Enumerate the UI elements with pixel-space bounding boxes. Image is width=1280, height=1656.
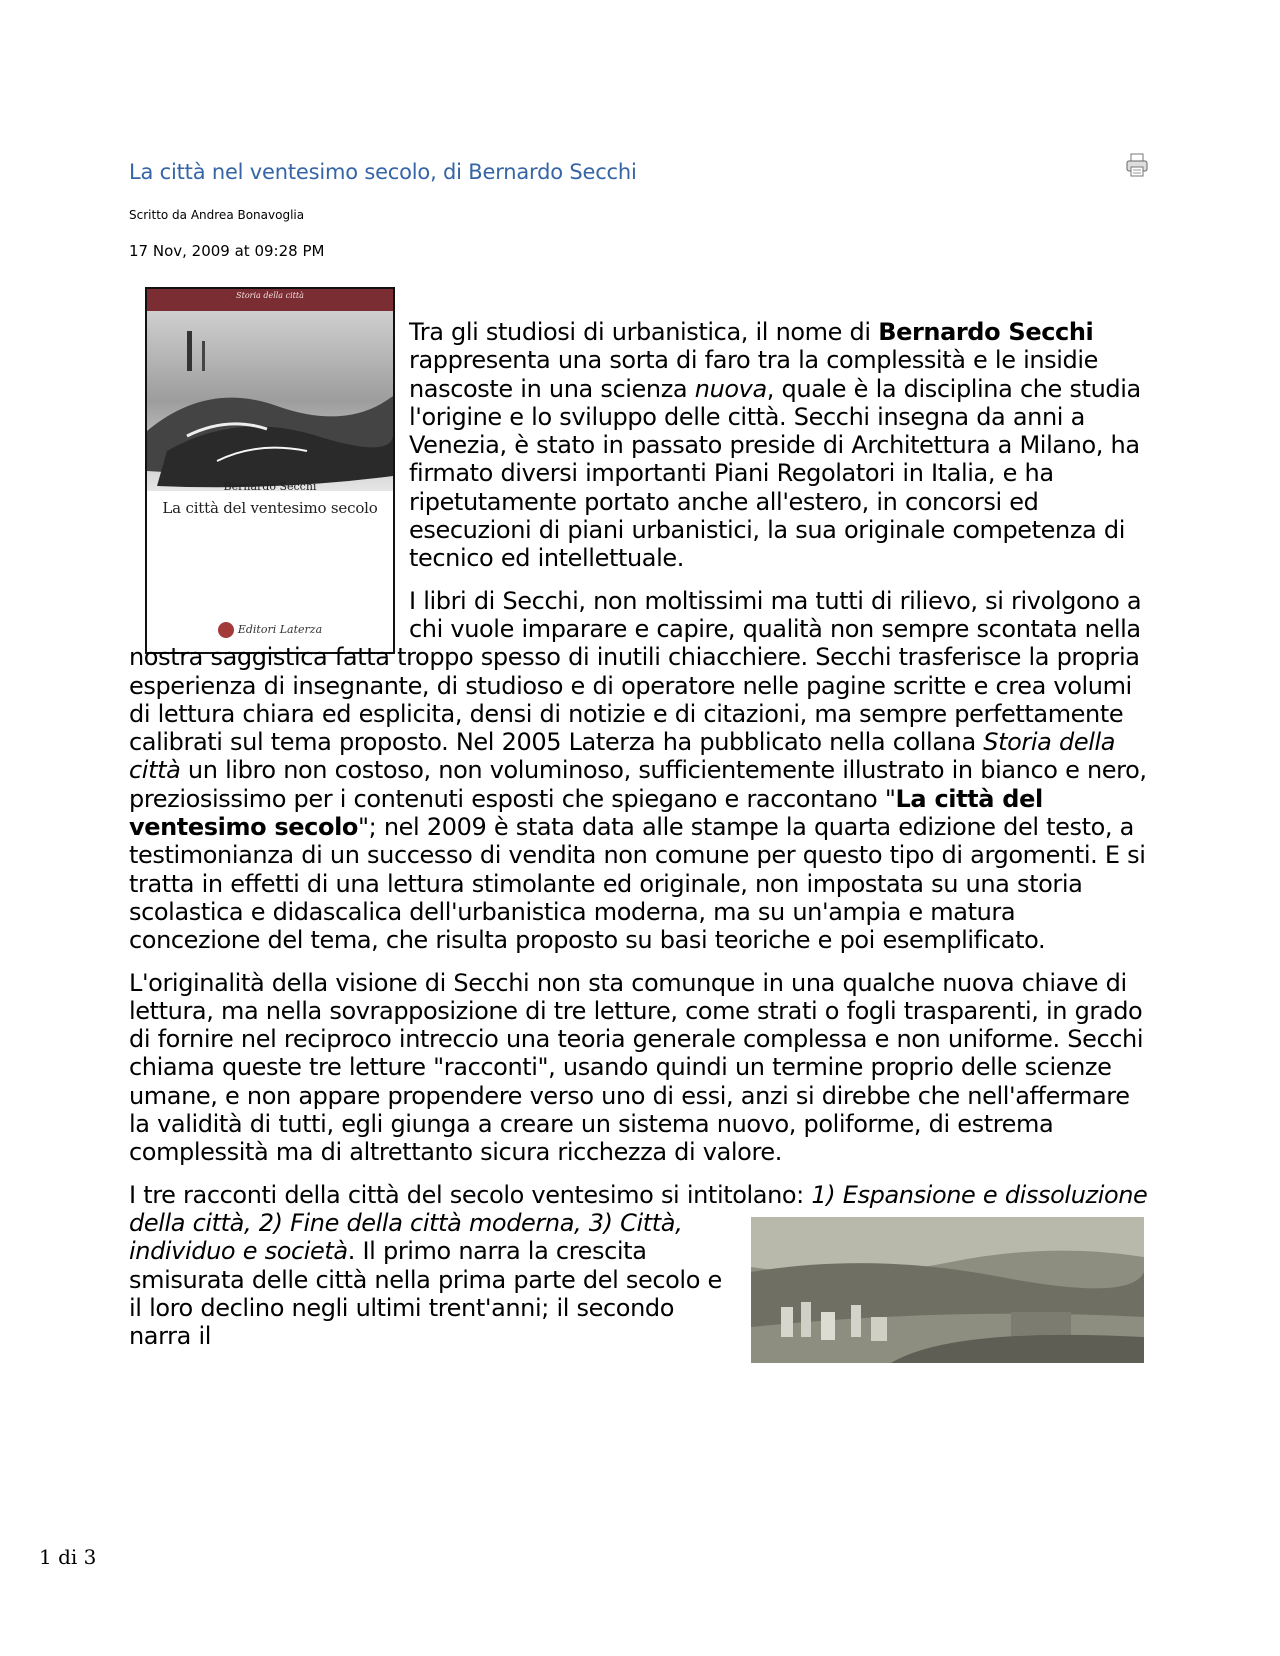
- city-aerial-photo: [751, 1217, 1144, 1363]
- paragraph-2: I libri di Secchi, non moltissimi ma tutti di rilievo, si rivolgono a chi vuole imparare e capire, qualità non sempre scontata nella nostra saggistica fatta troppo spesso di inutili chiacchiere. Secchi trasferisce la propria esperienza di insegnante, di studioso e di operatore nelle pagine scritte e crea volumi di lettura chiara ed esplicita, densi di notizie e di citazioni, ma sempre perfettamente calibrati sul tema proposto. Nel 2005 Laterza ha pubblicato nella collana Storia della città un libro non costoso, non voluminoso, sufficientemente illustrato in bianco e nero, preziosissimo per i contenuti esposti che spiegano e raccontano "La città del ventesimo secolo"; nel 2009 è stata data alle stampe la quarta edizione del testo, a testimonianza di un successo di vendita non comune per questo tipo di argomenti. E si tratta in effetti di una lettura stimolante ed originale, non impostata su una storia scolastica e didascalica dell'urbanistica moderna, ma su un'ampia e matura concezione del tema, che risulta proposto su basi teoriche e poi esemplificato.: [129, 586, 1147, 955]
- paragraph-4: I tre racconti della città del secolo ventesimo si intitolano: 1) Espansione e dissoluzione della città, 2) Fine della città moderna, 3) Città, individuo e società. Il primo narra la crescita smisurata delle città nella prima parte del secolo e il loro declino negli ultimi trent'anni; il secondo narra il: [129, 1181, 1149, 1351]
- article-title[interactable]: La città nel ventesimo secolo, di Bernardo Secchi: [129, 160, 637, 184]
- article-date: 17 Nov, 2009 at 09:28 PM: [129, 242, 325, 260]
- article-body: [129, 318, 1149, 1364]
- cover-title: La città del ventesimo secolo: [162, 499, 378, 517]
- page-number: 1 di 3: [39, 1545, 97, 1569]
- article-author: Scritto da Andrea Bonavoglia: [129, 208, 305, 222]
- print-icon[interactable]: [1125, 152, 1151, 178]
- cover-publisher-label: Editori Laterza: [237, 623, 323, 636]
- paragraph-1: Tra gli studiosi di urbanistica, il nome di Bernardo Secchi rappresenta una sorta di faro tra la complessità e le insidie nascoste in una scienza nuova, quale è la disciplina che studia l'origine e lo sviluppo delle città. Secchi insegna da anni a Venezia, è stato in passato preside di Architettura a Milano, ha firmato diversi importanti Piani Regolatori in Italia, e ha ripetutamente portato anche all'estero, in concorsi ed esecuzioni di piani urbanistici, la sua originale competenza di tecnico ed intellettuale.: [409, 318, 1141, 573]
- cover-series: Storia della città: [147, 289, 393, 311]
- cover-author: Bernardo Secchi: [223, 480, 317, 493]
- cover-spacer: [129, 318, 409, 638]
- paragraph-3: L'originalità della visione di Secchi non sta comunque in una qualche nuova chiave di lettura, ma nella sovrapposizione di tre letture, come strati o fogli trasparenti, in grado di fornire nel reciproco intreccio una teoria generale complessa e non uniforme. Secchi chiama queste tre letture "racconti", usando quindi un termine proprio delle scienze umane, e non appare propendere verso uno di essi, anzi si direbbe che nell'affermare la validità di tutti, egli giunga a creare un sistema nuovo, poliforme, di estrema complessità ma di altrettanto sicura ricchezza di valore.: [129, 968, 1144, 1167]
